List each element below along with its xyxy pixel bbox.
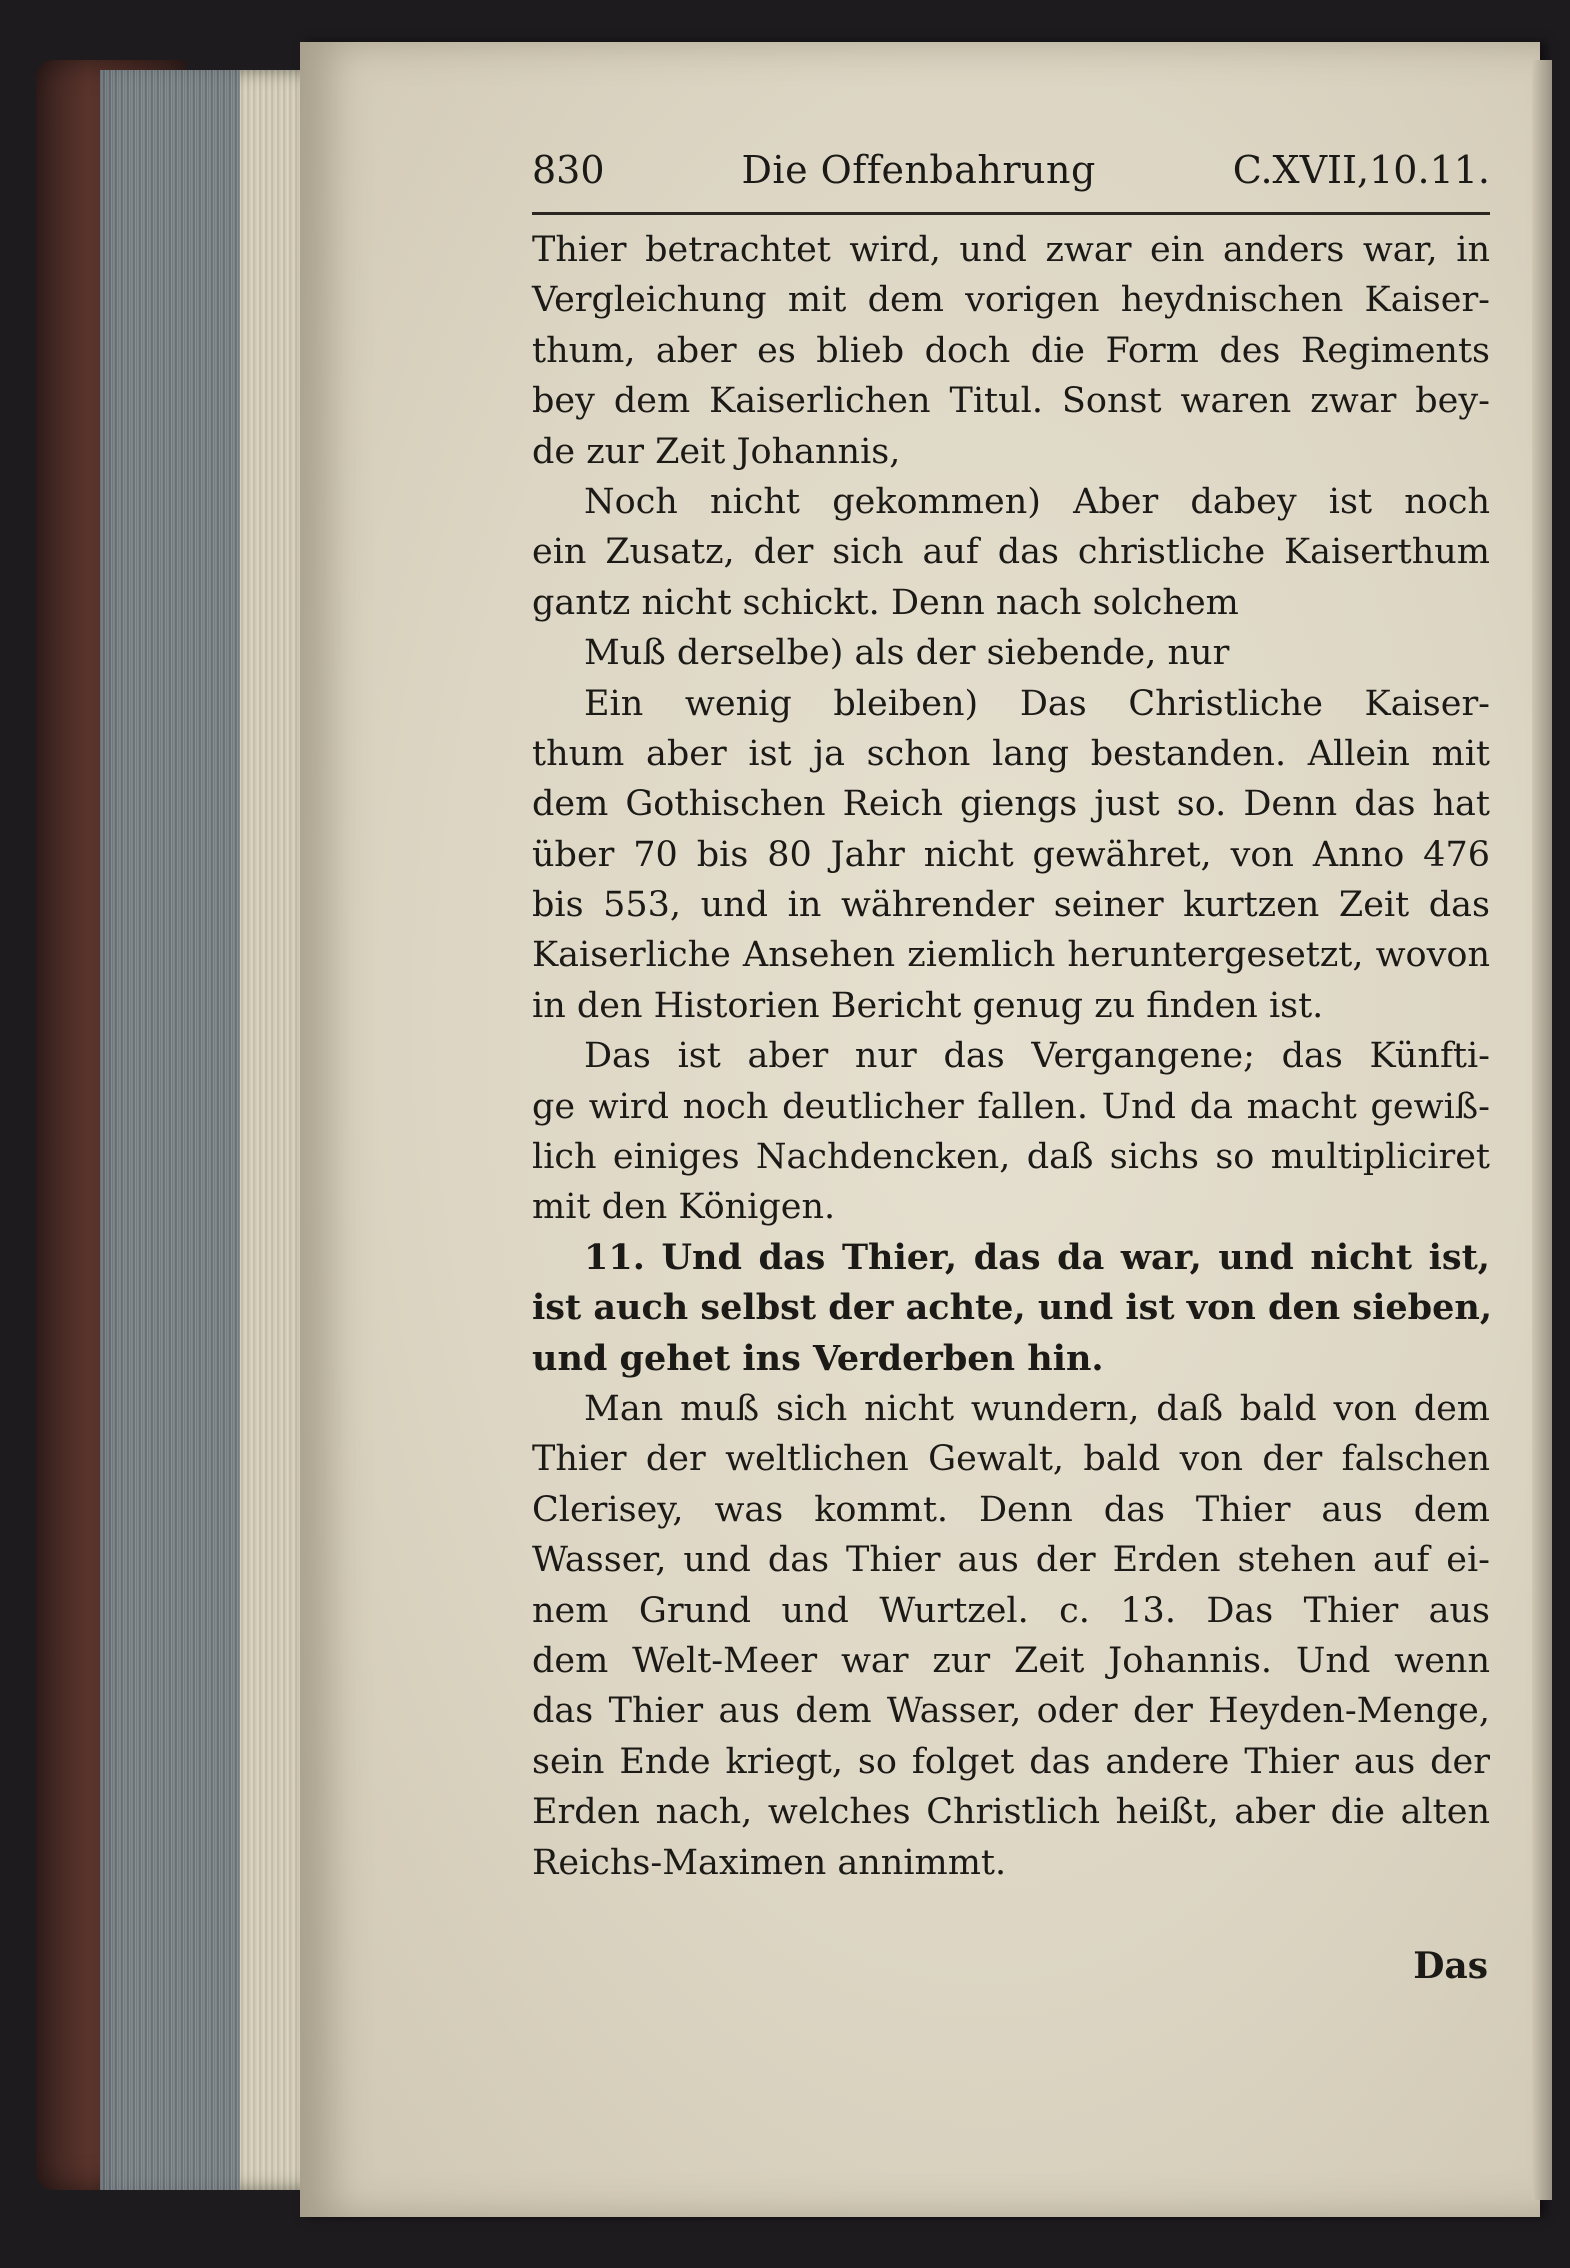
- body-text: [532, 225, 1493, 1888]
- header-rule: [532, 212, 1490, 215]
- text-line: gantz nicht schickt. Denn nach solchem: [532, 582, 1239, 623]
- text-line: in den Historien Bericht genug zu finden ist.: [532, 985, 1324, 1026]
- text-line: Man muß sich nicht wundern, daß bald von dem: [584, 1388, 1490, 1429]
- page-text-block: [532, 148, 1493, 1888]
- text-line: mit den Königen.: [532, 1187, 836, 1228]
- text-line: das Thier aus dem Wasser, oder der Heyden-Menge,: [532, 1691, 1490, 1732]
- text-line: Wasser, und das Thier aus der Erden stehen auf ei-: [532, 1540, 1490, 1581]
- running-title: Die Offenbahrung: [741, 148, 1096, 192]
- text-line: und gehet ins Verderben hin.: [532, 1337, 1104, 1379]
- running-header: [532, 148, 1490, 206]
- text-line: Erden nach, welches Christlich heißt, aber die alten: [532, 1792, 1490, 1833]
- text-line: Clerisey, was kommt. Denn das Thier aus dem: [532, 1489, 1490, 1530]
- text-line: ge wird noch deutlicher fallen. Und da macht gewiß-: [532, 1086, 1490, 1127]
- text-line: nem Grund und Wurtzel. c. 13. Das Thier aus: [532, 1590, 1490, 1631]
- text-line: 11. Und das Thier, das da war, und nicht ist,: [584, 1236, 1490, 1278]
- text-line: bis 553, und in währender seiner kurtzen Zeit das: [532, 885, 1490, 926]
- text-line: de zur Zeit Johannis,: [532, 431, 901, 472]
- page-right-edge: [1532, 60, 1552, 2200]
- page-edges-shadow: [100, 70, 240, 2190]
- text-line: bey dem Kaiserlichen Titul. Sonst waren zwar bey-: [532, 381, 1490, 422]
- text-line: Noch nicht gekommen) Aber dabey ist noch: [584, 481, 1490, 522]
- page-number: 830: [532, 148, 605, 192]
- text-line: Reichs-Maximen annimmt.: [532, 1842, 1007, 1883]
- text-line: Ein wenig bleiben) Das Christliche Kaiser-: [584, 683, 1490, 724]
- text-line: über 70 bis 80 Jahr nicht gewähret, von Anno 476: [532, 834, 1490, 875]
- catchword: Das: [1413, 1945, 1488, 1987]
- text-line: Das ist aber nur das Vergangene; das Künfti-: [584, 1036, 1490, 1077]
- text-line: lich einiges Nachdencken, daß sichs so multipliciret: [532, 1137, 1490, 1178]
- text-line: Thier der weltlichen Gewalt, bald von der falschen: [532, 1439, 1490, 1480]
- text-line: Muß derselbe) als der siebende, nur: [584, 633, 1230, 674]
- text-line: dem Welt-Meer war zur Zeit Johannis. Und wenn: [532, 1640, 1490, 1681]
- chapter-reference: C.XVII,10.11.: [1232, 148, 1490, 192]
- text-line: sein Ende kriegt, so folget das andere Thier aus der: [532, 1741, 1490, 1782]
- text-line: ein Zusatz, der sich auf das christliche Kaiserthum: [532, 532, 1490, 573]
- text-line: Vergleichung mit dem vorigen heydnischen Kaiser-: [532, 280, 1490, 321]
- text-line: thum aber ist ja schon lang bestanden. Allein mit: [532, 733, 1490, 774]
- text-line: ist auch selbst der achte, und ist von den sieben,: [532, 1287, 1493, 1329]
- text-line: Kaiserliche Ansehen ziemlich heruntergesetzt, wovon: [532, 935, 1490, 976]
- text-line: dem Gothischen Reich giengs just so. Denn das hat: [532, 784, 1490, 825]
- text-line: thum, aber es blieb doch die Form des Regiments: [532, 330, 1490, 371]
- text-line: Thier betrachtet wird, und zwar ein anders war, in: [532, 230, 1490, 270]
